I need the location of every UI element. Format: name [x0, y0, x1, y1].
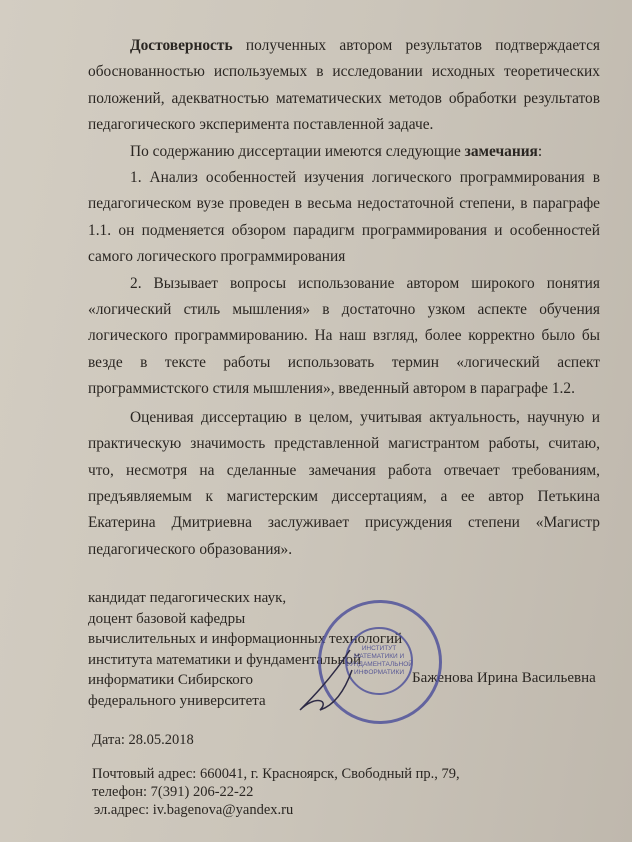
- conclusion-paragraph: Оценивая диссертацию в целом, учитывая актуальность, научную и практическую значимость представленной магистрантом работы, считаю, что, несмотря на сделанные замечания работа отвечает требованиям, предъявляемым к магистерским диссертациям, а ее автор Петькина Екатерина Дмитриевна заслуживает присуждения степени «Магистр педагогического образования».: [88, 408, 600, 558]
- official-stamp: ИНСТИТУТ МАТЕМАТИКИ И ФУНДАМЕНТАЛЬНОЙ ИНФОРМАТИКИ: [318, 600, 442, 724]
- phone: телефон: 7(391) 206-22-22: [92, 784, 254, 800]
- remark-1: 1. Анализ особенностей изучения логического программирования в педагогическом вузе проведен в весьма недостаточной степени, в параграфе 1.1. он подменяется обзором парадигм программирования и особенностей самого логического программирования: [88, 169, 600, 266]
- reliability-paragraph: Достоверность полученных автором результатов подтверждается обоснованностью используемых в исследовании исходных теоретических положений, адекватностью математических методов обработки результатов педагогического эксперимента поставленной задаче.: [88, 37, 600, 134]
- remark-2: 2. Вызывает вопросы использование автором широкого понятия «логический стиль мышления» в достаточно узком аспекте обучения логического программированию. На наш взгляд, более корректно было бы везде в тексте работы использовать термин «логический аспект программистского стиля мышления», введенный автором в параграфе 1.2.: [88, 274, 600, 398]
- remarks-intro: По содержанию диссертации имеются следующие замечания:: [130, 142, 543, 160]
- signatory-name: Баженова Ирина Васильевна: [412, 670, 596, 686]
- date: Дата: 28.05.2018: [92, 732, 194, 748]
- review-body: [88, 33, 600, 563]
- email-line: эл.адрес: iv.bagenova@yandex.ru: [94, 802, 294, 818]
- signatory-title: кандидат педагогических наук, доцент базовой кафедры вычислительных и информационных технологий института математики и фундаментальной информатики Сибирского федерального университета: [88, 590, 403, 709]
- handwritten-signature: [290, 640, 370, 720]
- email-link[interactable]: iv.bagenova@yandex.ru: [152, 802, 294, 818]
- postal-address: Почтовый адрес: 660041, г. Красноярск, Свободный пр., 79,: [92, 766, 460, 782]
